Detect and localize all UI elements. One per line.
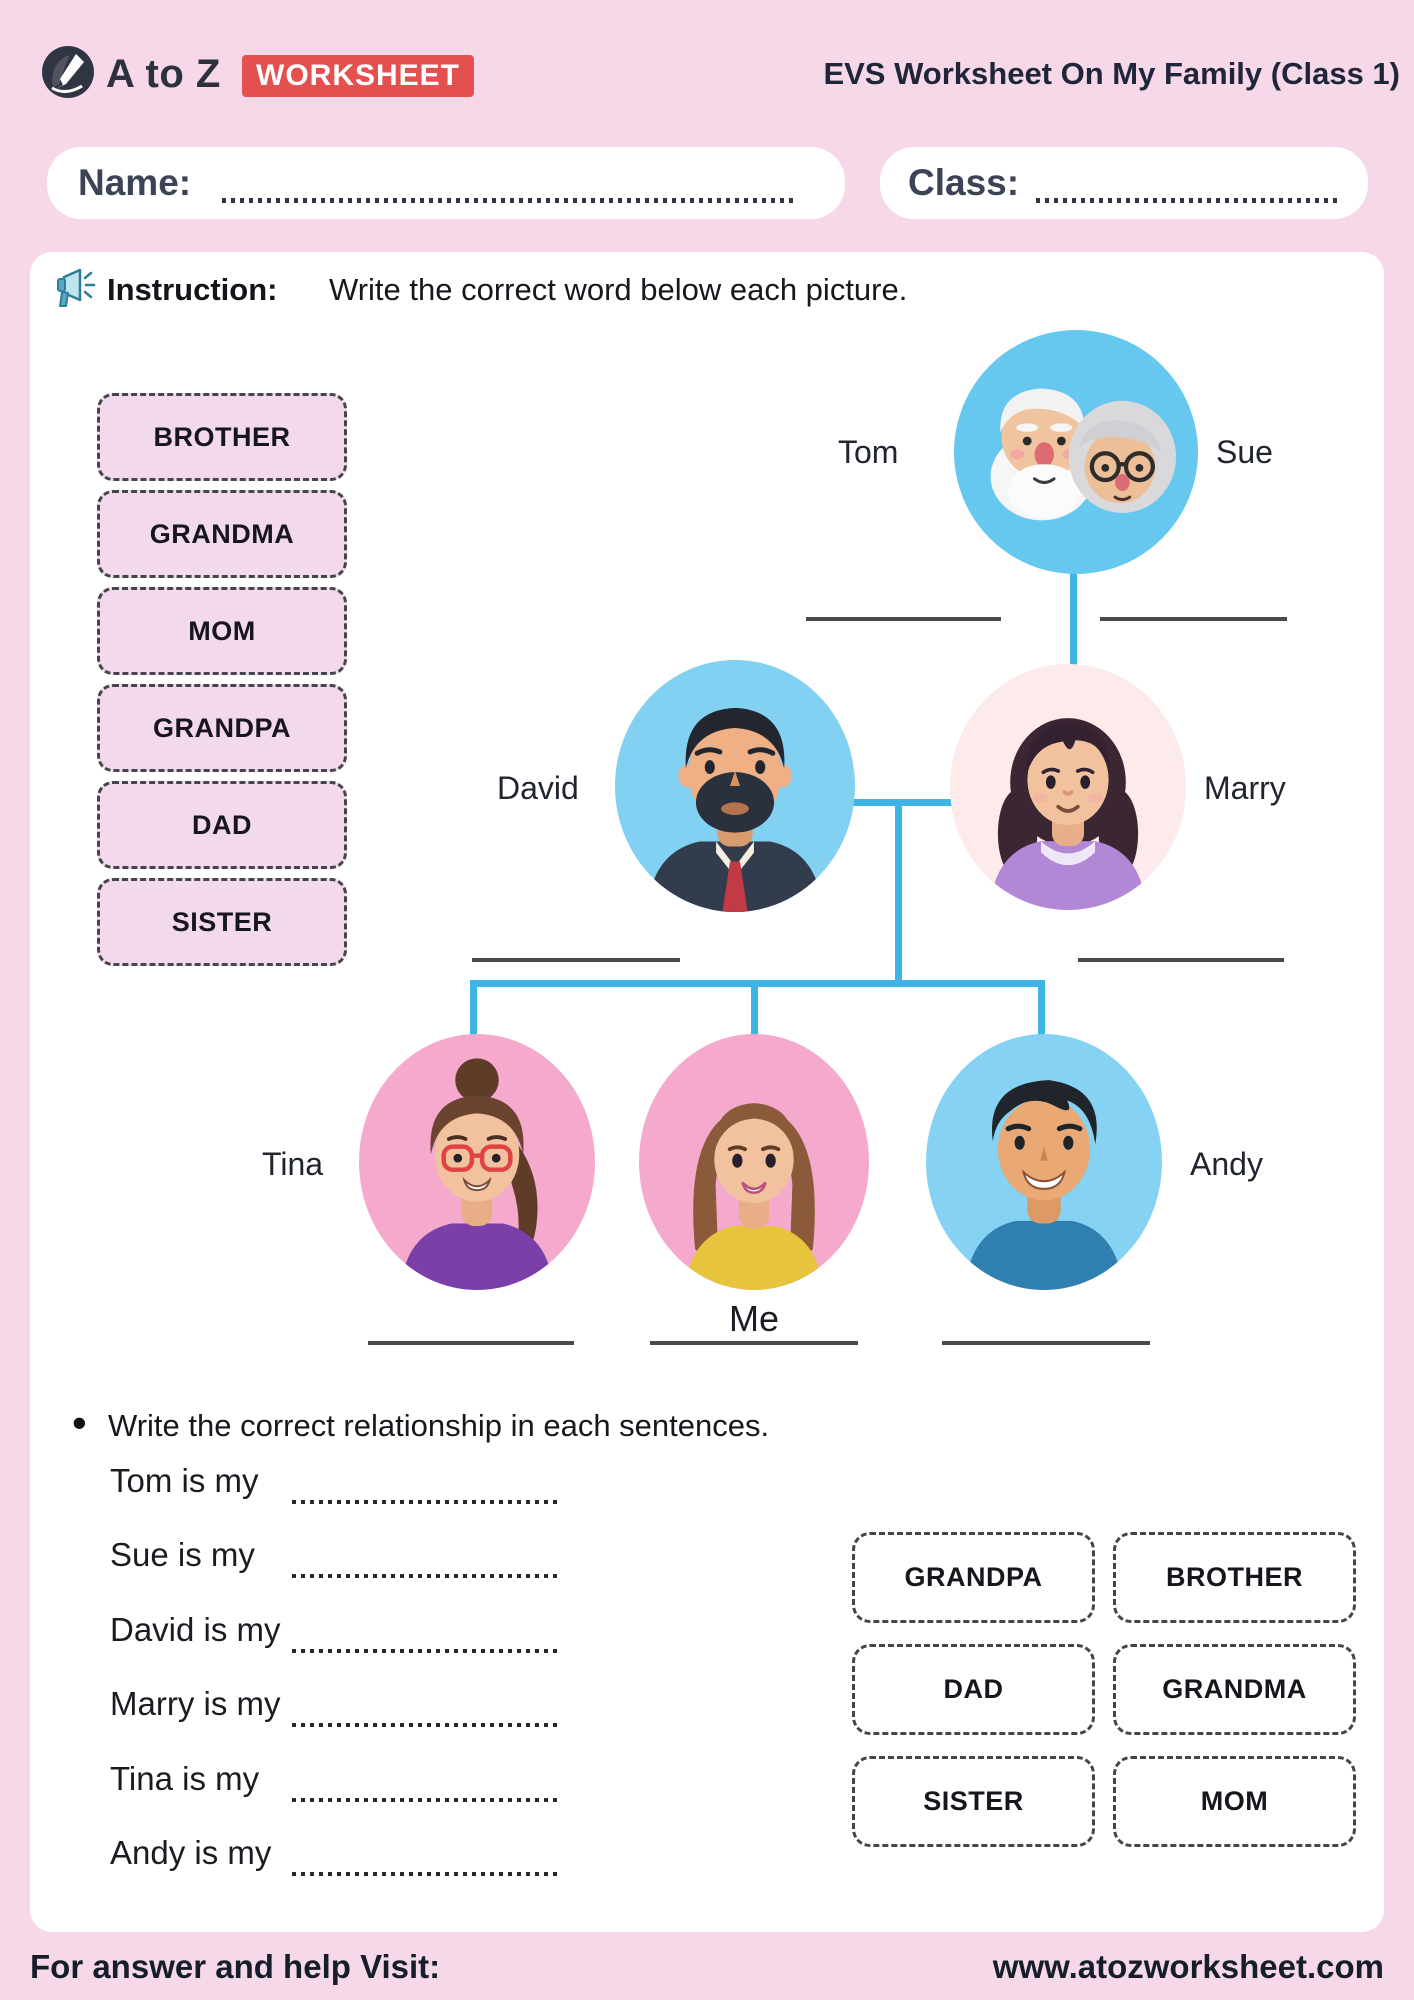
sentence-blank-andy[interactable] <box>292 1872 560 1876</box>
class-input-line[interactable] <box>1036 198 1340 203</box>
me-avatar <box>639 1034 869 1290</box>
sentence-row-david <box>110 1611 281 1657</box>
brand-badge: WORKSHEET <box>242 55 474 97</box>
word-chip-sister: SISTER <box>97 878 347 966</box>
footer-help-text: For answer and help Visit: <box>30 1948 441 1985</box>
answer-chip-brother: BROTHER <box>1113 1532 1356 1623</box>
father-avatar <box>615 660 855 912</box>
sentence-blank-david[interactable] <box>292 1649 560 1653</box>
name-label: Name: <box>78 162 192 203</box>
mother-avatar <box>950 664 1186 910</box>
grandmother-name: Sue <box>1216 434 1273 470</box>
word-chip-brother: BROTHER <box>97 393 347 481</box>
connector-drop-tina <box>470 980 477 1038</box>
sentence-label: Tom is my <box>110 1462 259 1499</box>
word-chip-grandpa: GRANDPA <box>97 684 347 772</box>
sentence-blank-tina[interactable] <box>292 1798 560 1802</box>
sentence-blank-marry[interactable] <box>292 1723 560 1727</box>
connector-parents-down <box>895 799 902 986</box>
bullet-dot: • <box>72 1399 87 1446</box>
answer-chip-grandma: GRANDMA <box>1113 1644 1356 1735</box>
me-name: Me <box>728 1298 779 1339</box>
sentence-label: Andy is my <box>110 1834 272 1871</box>
answer-word-bank <box>852 1532 1356 1847</box>
answer-chip-mom: MOM <box>1113 1756 1356 1847</box>
answer-blank-sue[interactable] <box>1100 617 1287 621</box>
sister-portrait <box>359 1034 595 1290</box>
sister-avatar <box>359 1034 595 1290</box>
answer-chip-dad: DAD <box>852 1644 1095 1735</box>
father-portrait <box>615 660 855 912</box>
megaphone-icon <box>50 264 98 312</box>
answer-blank-me[interactable] <box>650 1341 858 1345</box>
page-title: EVS Worksheet On My Family (Class 1) <box>823 56 1400 91</box>
answer-blank-marry[interactable] <box>1078 958 1284 962</box>
word-chip-dad: DAD <box>97 781 347 869</box>
sentence-blank-tom[interactable] <box>292 1500 560 1504</box>
brother-name: Andy <box>1190 1146 1263 1182</box>
grandfather-name: Tom <box>838 434 899 470</box>
sentence-label: David is my <box>110 1611 281 1648</box>
answer-blank-andy[interactable] <box>942 1341 1150 1345</box>
answer-blank-tom[interactable] <box>806 617 1001 621</box>
answer-blank-tina[interactable] <box>368 1341 574 1345</box>
class-label: Class: <box>908 162 1020 203</box>
grandparents-avatar <box>954 330 1198 574</box>
sentence-row-tina <box>110 1760 259 1806</box>
sentence-label: Marry is my <box>110 1685 281 1722</box>
mother-name: Marry <box>1204 770 1286 806</box>
connector-drop-me <box>751 980 758 1038</box>
sentence-row-andy <box>110 1834 271 1880</box>
connector-grandparents-down <box>1070 570 1077 666</box>
brother-avatar <box>926 1034 1162 1290</box>
exercise2-title: Write the correct relationship in each sentences. <box>108 1408 770 1443</box>
instruction-text: Write the correct word below each picture. <box>329 272 908 307</box>
me-portrait <box>639 1034 869 1290</box>
answer-chip-grandpa: GRANDPA <box>852 1532 1095 1623</box>
sentence-row-sue <box>110 1536 255 1582</box>
connector-drop-andy <box>1038 980 1045 1038</box>
word-chip-grandma: GRANDMA <box>97 490 347 578</box>
footer-website-link[interactable]: www.atozworksheet.com <box>992 1948 1384 1985</box>
word-chip-mom: MOM <box>97 587 347 675</box>
name-input-line[interactable] <box>222 198 795 203</box>
sister-name: Tina <box>262 1146 324 1182</box>
sentence-row-tom <box>110 1462 259 1508</box>
sentence-blank-sue[interactable] <box>292 1574 560 1578</box>
grandparents-portrait <box>954 330 1198 574</box>
instruction-label: Instruction: <box>107 272 278 307</box>
brother-portrait <box>926 1034 1162 1290</box>
answer-chip-sister: SISTER <box>852 1756 1095 1847</box>
brand-text: A to Z <box>106 52 221 96</box>
sentence-label: Tina is my <box>110 1760 260 1797</box>
mother-portrait <box>950 664 1186 910</box>
sentence-label: Sue is my <box>110 1536 255 1573</box>
sentence-row-marry <box>110 1685 280 1731</box>
logo-pen-icon <box>40 44 96 100</box>
father-name: David <box>497 770 579 806</box>
answer-blank-david[interactable] <box>472 958 680 962</box>
connector-parents-horizontal <box>852 799 952 806</box>
